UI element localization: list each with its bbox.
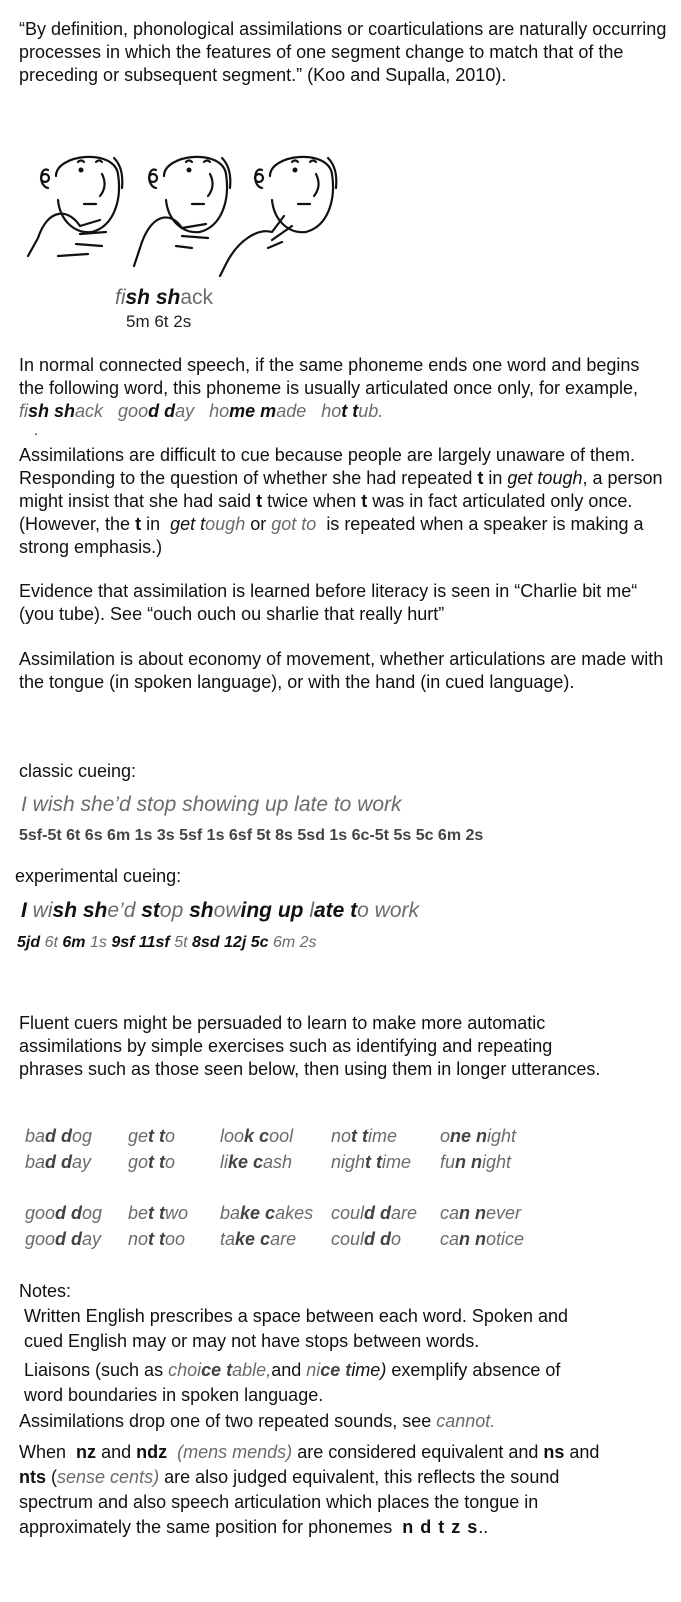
cueing-faces-illustration bbox=[18, 148, 348, 283]
phrase: good dog bbox=[25, 1203, 103, 1223]
phrase: not time bbox=[331, 1126, 398, 1146]
phrase: bad day bbox=[25, 1152, 92, 1172]
note-2: Liaisons (such as choice table,and nice time) exemplify absence of word boundaries in spoken language. bbox=[24, 1360, 561, 1405]
face-3-icon bbox=[220, 157, 336, 276]
phrase: bake cakes bbox=[220, 1203, 314, 1223]
para-economy bbox=[19, 648, 669, 694]
phrase-row bbox=[25, 1152, 645, 1178]
phrase: can never bbox=[440, 1203, 522, 1223]
classic-codes: 5sf-5t 6t 6s 6m 1s 3s 5sf 1s 6sf 5t 8s 5sd 1s 6c-5t 5s 5c 6m 2s bbox=[19, 827, 484, 844]
quote-text: “By definition, phonological assimilations or coarticulations are naturally occurring processes in which the features of one segment change to match that of the preceding or subsequent segment.” (Koo and Supalla, 2010). bbox=[19, 19, 667, 85]
phrase: look cool bbox=[220, 1126, 294, 1146]
phrase: bad dog bbox=[25, 1126, 93, 1146]
example-phrase: good day bbox=[118, 401, 195, 421]
experimental-sentence: I wish she’d stop showing up late to work bbox=[21, 899, 420, 922]
caption-part: ack bbox=[180, 286, 214, 309]
phrase-row bbox=[25, 1126, 645, 1152]
phrase: could dare bbox=[331, 1203, 418, 1223]
note-1: Written English prescribes a space between each word. Spoken and cued English may or may not have stops between words. bbox=[24, 1306, 568, 1351]
phrase: night time bbox=[331, 1152, 412, 1172]
stray-dot: . bbox=[34, 422, 38, 438]
phrase-row bbox=[25, 1203, 645, 1229]
phrase: bet two bbox=[128, 1203, 189, 1223]
phrase: get to bbox=[128, 1126, 176, 1146]
caption-part: sh sh bbox=[125, 286, 181, 309]
para4-text: Assimilation is about economy of movement, whether articulations are made with the tongue (in spoken language), or with the hand (in cued language). bbox=[19, 649, 664, 692]
phrase: good day bbox=[25, 1229, 102, 1249]
face-2-icon bbox=[134, 157, 230, 266]
example-phrase: home made bbox=[209, 401, 307, 421]
caption-codes: 5m 6t 2s bbox=[126, 312, 192, 331]
phrase: one night bbox=[440, 1126, 517, 1146]
experimental-label: experimental cueing: bbox=[15, 866, 182, 886]
classic-label: classic cueing: bbox=[19, 761, 137, 781]
para3-text: Evidence that assimilation is learned before literacy is seen in “Charlie bit me“ (you tube). See “ouch ouch ou sharlie that really hurt” bbox=[19, 581, 638, 624]
para-evidence bbox=[19, 580, 669, 626]
classic-sentence: I wish she’d stop showing up late to work bbox=[21, 793, 402, 816]
note-3: Assimilations drop one of two repeated sounds, see cannot. bbox=[19, 1411, 496, 1431]
phrase: like cash bbox=[220, 1152, 293, 1172]
example-phrase: hot tub. bbox=[321, 401, 384, 421]
notes-heading: Notes: bbox=[19, 1281, 72, 1301]
phrase: can notice bbox=[440, 1229, 525, 1249]
caption-part: fi bbox=[115, 286, 126, 309]
phrase-table bbox=[25, 1126, 645, 1255]
phrase: not too bbox=[128, 1229, 186, 1249]
note-4: When nz and ndz (mens mends) are considered equivalent and ns and nts (sense cents) are also judged equivalent, this reflects the sound spectrum and also speech articulation which places the tongue in approximately the same position for phonemes n d t z s.. bbox=[19, 1442, 600, 1537]
quote bbox=[19, 18, 669, 87]
phrase-row bbox=[25, 1229, 645, 1255]
face-1-icon bbox=[28, 157, 122, 256]
phrase: fun night bbox=[440, 1152, 512, 1172]
para-fluent-cuers: Fluent cuers might be persuaded to learn to make more automatic assimilations by simple exercises such as identifying and repeating phrases such as those seen below, then using them in longer utterances. bbox=[19, 1013, 601, 1079]
experimental-codes: 5jd 6t 6m 1s 9sf 11sf 5t 8sd 12j 5c 6m 2s bbox=[17, 934, 317, 951]
phrase: take care bbox=[220, 1229, 297, 1249]
example-phrase: fish shack bbox=[19, 401, 104, 421]
para-difficult-to-cue: Assimilations are difficult to cue because people are largely unaware of them. Responding to the question of whether she had repeated t in get tough, a person might insist that she had said t twice when t was in fact articulated only once. (However, the t in get tough or got to is repeated when a speaker is making a strong emphasis.) bbox=[19, 445, 663, 557]
phrase: got to bbox=[128, 1152, 176, 1172]
caption bbox=[115, 286, 213, 310]
para1-text: In normal connected speech, if the same phoneme ends one word and begins the following word, this phoneme is usually articulated once only, for example, bbox=[19, 355, 640, 398]
para-connected-speech bbox=[19, 354, 669, 423]
phrase: could do bbox=[331, 1229, 402, 1249]
